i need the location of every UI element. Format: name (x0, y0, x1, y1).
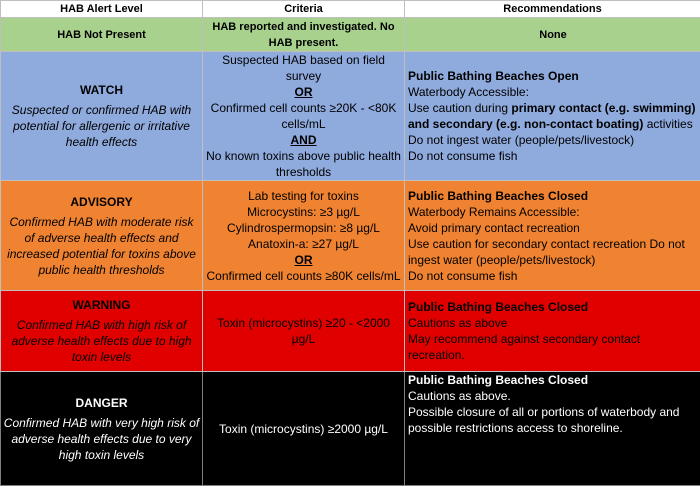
row-not-present (1, 18, 700, 52)
criteria-watch (203, 52, 405, 181)
rec-line: May recommend against secondary contact recreation. (408, 331, 698, 363)
rec-line: Do not consume fish (408, 148, 698, 164)
level-watch (1, 52, 203, 181)
level-warning (1, 291, 203, 372)
rec-title: Public Bathing Beaches Closed (408, 372, 698, 388)
criteria-line: Microcystins: ≥3 µg/L (205, 204, 402, 220)
criteria-line: HAB reported and investigated. No (205, 19, 402, 35)
recommendation-watch (405, 52, 700, 181)
criteria-warning: Toxin (microcystins) ≥20 - <2000 µg/L (203, 291, 405, 372)
criteria-connector: OR (205, 84, 402, 100)
level-not-present: HAB Not Present (1, 18, 203, 52)
recommendation-not-present: None (405, 18, 700, 52)
rec-line: Waterbody Remains Accessible: (408, 204, 698, 220)
rec-title: Public Bathing Beaches Closed (408, 299, 698, 315)
recommendation-danger (405, 372, 700, 486)
rec-line: Do not consume fish (408, 268, 698, 284)
recommendation-advisory (405, 181, 700, 291)
level-description: Confirmed HAB with high risk of adverse health effects due to high toxin levels (3, 317, 200, 365)
criteria-line: Confirmed cell counts ≥20K - <80K cells/mL (205, 100, 402, 132)
row-warning (1, 291, 700, 372)
criteria-line: Lab testing for toxins (205, 188, 402, 204)
header-level: HAB Alert Level (1, 1, 203, 18)
recommendation-warning (405, 291, 700, 372)
row-advisory (1, 181, 700, 291)
criteria-connector: OR (205, 252, 402, 268)
level-danger (1, 372, 203, 486)
criteria-line: Anatoxin-a: ≥27 µg/L (205, 236, 402, 252)
criteria-line: No known toxins above public health thresholds (205, 148, 402, 180)
header-criteria: Criteria (203, 1, 405, 18)
level-description: Suspected or confirmed HAB with potential for allergenic or irritative health effects (3, 102, 200, 150)
rec-title: Public Bathing Beaches Closed (408, 188, 698, 204)
rec-line: Do not ingest water (people/pets/livestock) (408, 132, 698, 148)
level-description: Confirmed HAB with very high risk of adverse health effects due to very high toxin levels (3, 415, 200, 463)
criteria-line: Suspected HAB based on field survey (205, 52, 402, 84)
row-watch (1, 52, 700, 181)
criteria-line: Confirmed cell counts ≥80K cells/mL (205, 268, 402, 284)
rec-line: Possible closure of all or portions of waterbody and possible restrictions access to shoreline. (408, 404, 698, 436)
header-recommendations: Recommendations (405, 1, 700, 18)
level-name: WATCH (3, 82, 200, 98)
criteria-connector: AND (205, 132, 402, 148)
criteria-line: HAB present. (205, 35, 402, 51)
criteria-advisory (203, 181, 405, 291)
header-row (1, 1, 700, 18)
rec-line: Waterbody Accessible: (408, 84, 698, 100)
rec-line: Use caution during primary contact (e.g. swimming) and secondary (e.g. non-contact boating) activities (408, 100, 698, 132)
level-name: ADVISORY (3, 194, 200, 210)
level-name: WARNING (3, 297, 200, 313)
level-name: DANGER (3, 395, 200, 411)
row-danger (1, 372, 700, 486)
rec-line: Cautions as above (408, 315, 698, 331)
rec-line: Cautions as above. (408, 388, 698, 404)
rec-line: Use caution for secondary contact recreation Do not ingest water (people/pets/livestock) (408, 236, 698, 268)
criteria-line: Cylindrospermopsin: ≥8 µg/L (205, 220, 402, 236)
level-description: Confirmed HAB with moderate risk of adverse health effects and increased potential for toxins above public health thresholds (3, 214, 200, 278)
criteria-danger: Toxin (microcystins) ≥2000 µg/L (203, 372, 405, 486)
rec-line: Avoid primary contact recreation (408, 220, 698, 236)
criteria-not-present (203, 18, 405, 52)
rec-title: Public Bathing Beaches Open (408, 68, 698, 84)
level-advisory (1, 181, 203, 291)
